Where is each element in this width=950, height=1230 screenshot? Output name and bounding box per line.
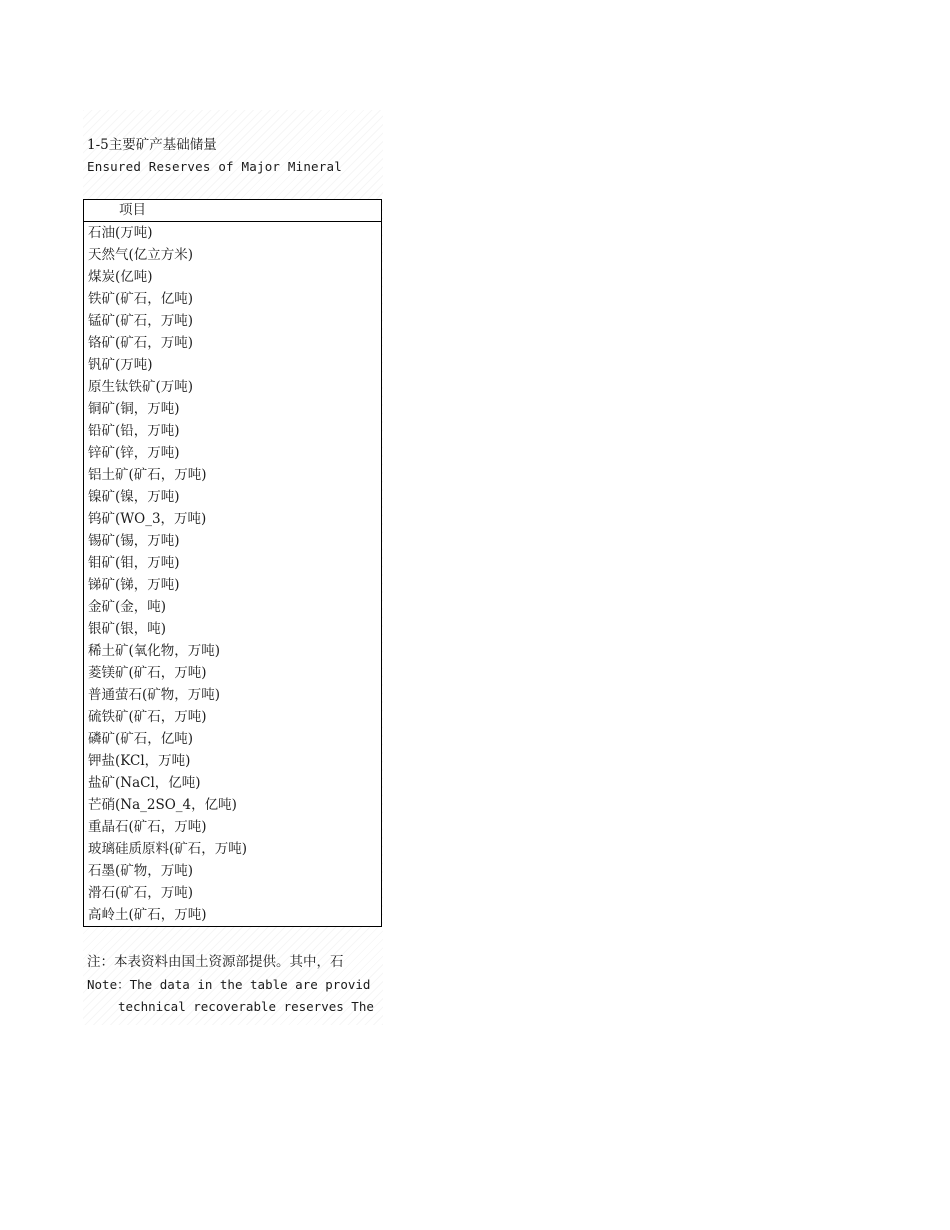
table-row: 天然气(亿立方米)	[88, 247, 194, 263]
table-row: 芒硝(Na_2SO_4，亿吨)	[88, 797, 237, 813]
table-row: 金矿(金，吨)	[88, 599, 167, 615]
spreadsheet-sheet	[83, 110, 383, 1025]
table-row: 磷矿(矿石，亿吨)	[88, 731, 194, 747]
table-row: 锌矿(锌，万吨)	[88, 445, 180, 461]
table-body	[84, 222, 381, 926]
table-row: 煤炭(亿吨)	[88, 269, 153, 285]
table-row: 镍矿(镍，万吨)	[88, 489, 180, 505]
table-row: 盐矿(NaCl，亿吨)	[88, 775, 201, 791]
table-row: 钼矿(钼，万吨)	[88, 555, 180, 571]
table-title-zh: 1-5主要矿产基础储量	[87, 137, 217, 153]
table-row: 稀土矿(氧化物，万吨)	[88, 643, 221, 659]
table-row: 钒矿(万吨)	[88, 357, 153, 373]
table-row: 铬矿(矿石，万吨)	[88, 335, 194, 351]
table-row: 石墨(矿物，万吨)	[88, 863, 194, 879]
table-row: 钾盐(KCl，万吨)	[88, 753, 191, 769]
table-row: 铅矿(铅，万吨)	[88, 423, 180, 439]
note-zh: 注：本表资料由国土资源部提供。其中，石	[87, 954, 344, 970]
table-row: 钨矿(WO_3，万吨)	[88, 511, 207, 527]
table-row: 铜矿(铜，万吨)	[88, 401, 180, 417]
table-row: 菱镁矿(矿石，万吨)	[88, 665, 207, 681]
table-row: 高岭土(矿石，万吨)	[88, 907, 207, 923]
table-row: 银矿(银，吨)	[88, 621, 167, 637]
table-title-en: Ensured Reserves of Major Mineral	[87, 159, 342, 174]
table-row: 锑矿(锑，万吨)	[88, 577, 180, 593]
table-header-item: 项目	[84, 200, 381, 222]
table-row: 原生钛铁矿(万吨)	[88, 379, 194, 395]
table-row: 滑石(矿石，万吨)	[88, 885, 194, 901]
table-row: 普通萤石(矿物，万吨)	[88, 687, 221, 703]
table-row: 重晶石(矿石，万吨)	[88, 819, 207, 835]
table-row: 硫铁矿(矿石，万吨)	[88, 709, 207, 725]
table-row: 铝土矿(矿石，万吨)	[88, 467, 207, 483]
note-en-line2: technical recoverable reserves The	[118, 999, 374, 1014]
reserves-table	[83, 199, 382, 927]
table-row: 铁矿(矿石，亿吨)	[88, 291, 194, 307]
table-row: 锡矿(锡，万吨)	[88, 533, 180, 549]
note-en-line1: Note：The data in the table are provid	[87, 977, 371, 992]
table-row: 石油(万吨)	[88, 225, 153, 241]
table-row: 玻璃硅质原料(矿石，万吨)	[88, 841, 248, 857]
table-row: 锰矿(矿石，万吨)	[88, 313, 194, 329]
